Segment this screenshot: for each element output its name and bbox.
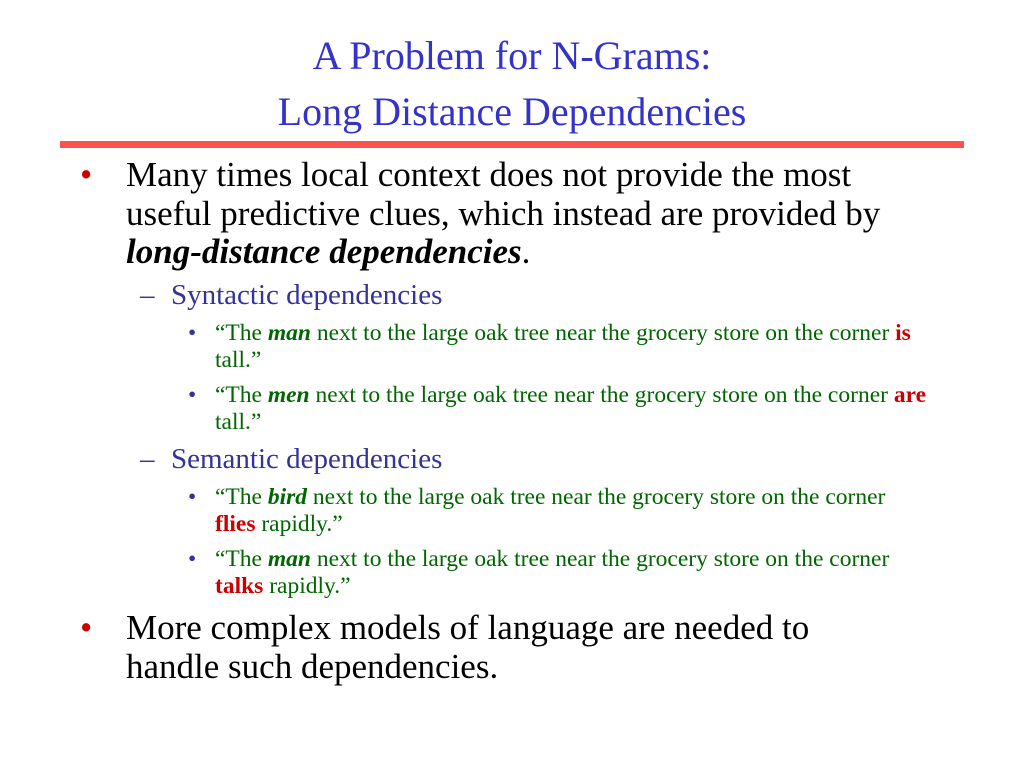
bullet-text-end: .	[521, 232, 531, 271]
bullet-dot-icon: •	[80, 155, 93, 194]
example-syntactic-2	[188, 382, 928, 436]
sub-bullet-semantic	[140, 443, 900, 475]
example-subject: bird	[267, 484, 308, 510]
slide-title-line2: Long Distance Dependencies	[277, 89, 747, 134]
dash-icon: –	[140, 279, 155, 311]
bullet-text	[126, 156, 890, 272]
example-subject: man	[267, 320, 311, 346]
example-dot-icon: •	[188, 546, 197, 572]
example-mid: next to the large oak tree near the grocery store on the corner	[310, 320, 896, 346]
example-dot-icon: •	[188, 382, 197, 408]
slide-title	[0, 28, 1024, 140]
example-text	[215, 382, 928, 436]
example-dot-icon: •	[188, 320, 197, 346]
bullet-dot-icon: •	[80, 608, 93, 647]
example-dot-icon: •	[188, 484, 197, 510]
title-divider	[60, 141, 964, 148]
example-post: tall.”	[215, 409, 262, 435]
example-verb: talks	[215, 573, 264, 599]
example-subject: men	[267, 382, 310, 408]
example-mid: next to the large oak tree near the grocery store on the corner	[307, 484, 886, 510]
slide-title-line1: A Problem for N-Grams:	[312, 33, 712, 78]
example-mid: next to the large oak tree near the grocery store on the corner	[310, 546, 890, 572]
example-pre: “The	[215, 484, 268, 510]
bullet-local-context	[80, 156, 890, 272]
bullet-complex-models	[80, 609, 890, 686]
bullet-emphasis: long-distance dependencies	[126, 232, 522, 271]
dash-icon: –	[140, 443, 155, 475]
example-text	[215, 546, 928, 600]
example-mid: next to the large oak tree near the grocery store on the corner	[309, 382, 894, 408]
example-post: rapidly.”	[263, 573, 351, 599]
sub-bullet-label: Semantic dependencies	[171, 443, 443, 475]
example-verb: are	[893, 382, 927, 408]
bullet-text-main: Many times local context does not provide the most useful predictive clues, which instead are provided by	[126, 155, 881, 233]
example-post: tall.”	[215, 347, 262, 373]
example-verb: flies	[215, 511, 256, 537]
example-semantic-2	[188, 546, 928, 600]
example-post: rapidly.”	[255, 511, 343, 537]
example-pre: “The	[215, 546, 268, 572]
example-syntactic-1	[188, 320, 928, 374]
example-verb: is	[895, 320, 911, 346]
example-pre: “The	[215, 320, 268, 346]
sub-bullet-syntactic	[140, 279, 900, 311]
example-subject: man	[267, 546, 311, 572]
bullet-text: More complex models of language are needed to handle such dependencies.	[126, 608, 810, 686]
example-text	[215, 484, 928, 538]
example-pre: “The	[215, 382, 268, 408]
example-text	[215, 320, 928, 374]
example-semantic-1	[188, 484, 928, 538]
sub-bullet-label: Syntactic dependencies	[171, 279, 443, 311]
